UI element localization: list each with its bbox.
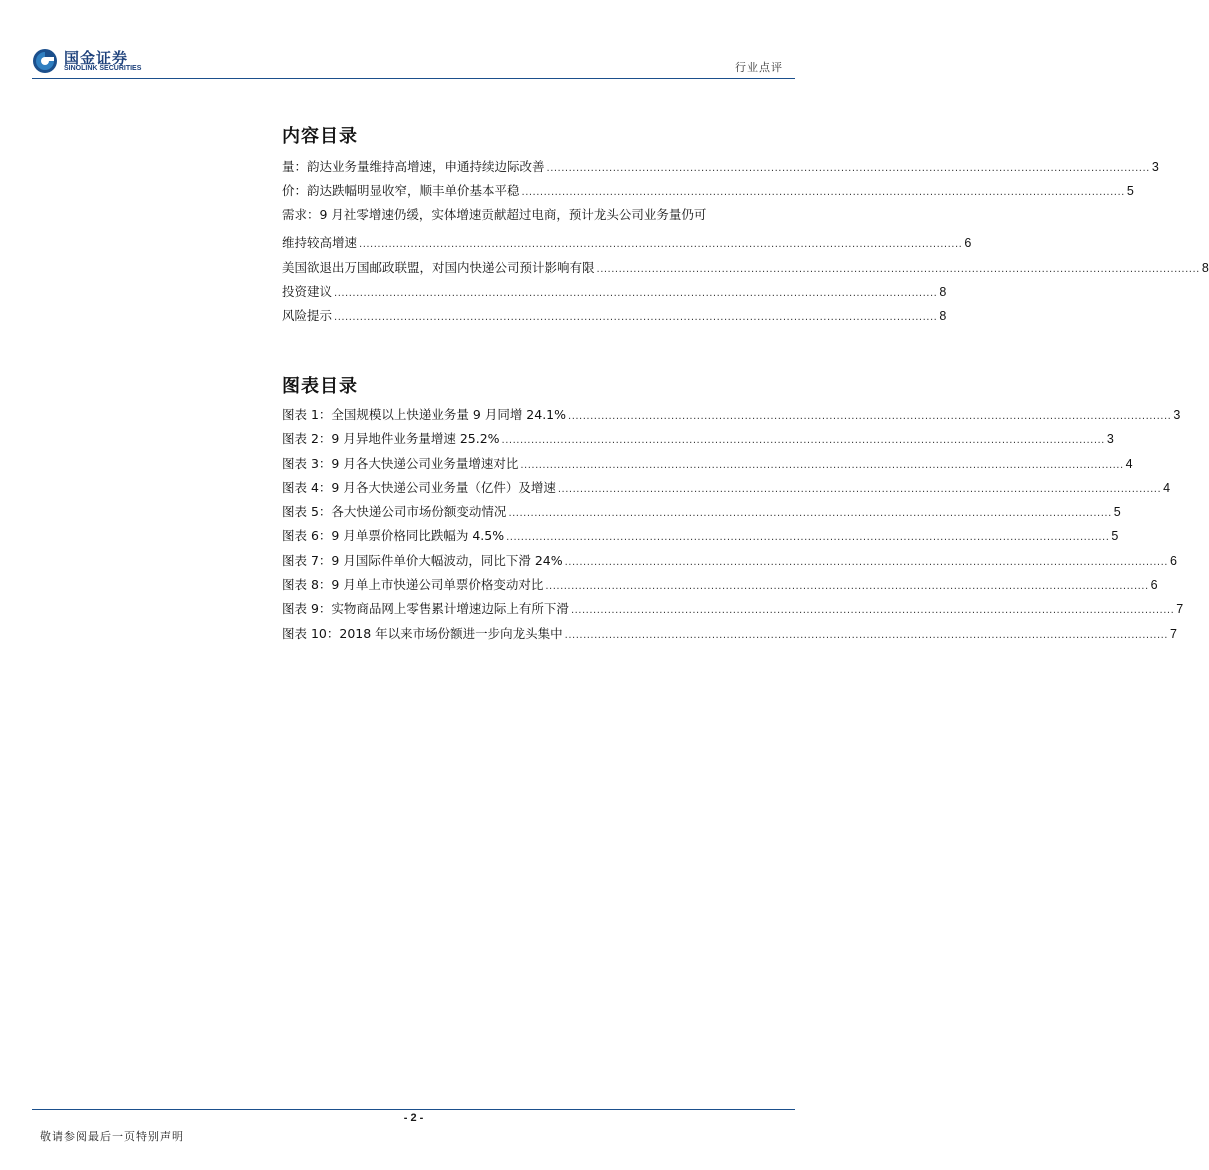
toc-entry[interactable] <box>282 157 1159 181</box>
toc-leader-dots: .................................................................................................................................................................... <box>570 605 1175 617</box>
toc-entry-page: 8 <box>939 308 947 323</box>
figure-entry-page: 5 <box>1111 529 1119 544</box>
figures-list <box>282 405 1184 648</box>
figures-title: 图表目录 <box>282 376 358 397</box>
figure-entry-page: 6 <box>1169 553 1177 568</box>
figure-entry[interactable] <box>282 551 1177 575</box>
toc-entry-page: 8 <box>939 284 947 299</box>
figure-entry-page: 7 <box>1176 602 1184 617</box>
figure-entry[interactable] <box>282 599 1184 623</box>
logo-chinese-name: 国金证券 <box>64 49 129 67</box>
figure-entry-page: 7 <box>1169 626 1177 641</box>
figure-entry[interactable] <box>282 526 1119 550</box>
toc-entry[interactable] <box>282 205 784 233</box>
toc-entry[interactable] <box>282 181 1134 205</box>
toc-leader-dots: .................................................................................................................................................................... <box>520 459 1124 471</box>
toc-leader-dots: .................................................................................................................................................................... <box>557 483 1162 495</box>
disclaimer-note: 敬请参阅最后一页特别声明 <box>40 1130 184 1143</box>
sinolink-logo-icon <box>32 48 58 74</box>
figure-entry[interactable] <box>282 429 1114 453</box>
figure-entry[interactable] <box>282 624 1177 648</box>
toc-entry[interactable] <box>282 282 947 306</box>
toc-leader-dots: .................................................................................................................................................................... <box>521 187 1125 199</box>
contents-list <box>282 157 1209 330</box>
figure-entry[interactable] <box>282 454 1133 478</box>
footer-divider <box>32 1109 795 1110</box>
figure-entry[interactable] <box>282 478 1171 502</box>
figure-entry-page: 3 <box>1106 432 1114 447</box>
toc-entry[interactable] <box>282 258 1209 282</box>
toc-entry-text: 风险提示 <box>282 307 333 323</box>
logo-english-name: SINOLINK SECURITIES <box>64 65 142 72</box>
figure-entry-text: 图表 3：9 月各大快递公司业务量增速对比 <box>282 455 519 471</box>
figure-entry-page: 6 <box>1150 578 1158 593</box>
toc-entry-text: 投资建议 <box>282 283 333 299</box>
figure-entry-text: 图表 4：9 月各大快递公司业务量（亿件）及增速 <box>282 479 556 495</box>
page-header <box>32 44 795 80</box>
toc-entry-page: 6 <box>964 236 972 251</box>
toc-leader-dots: .................................................................................................................................................................... <box>501 435 1105 447</box>
figure-entry-text: 图表 5：各大快递公司市场份额变动情况 <box>282 504 507 520</box>
toc-leader-dots: .................................................................................................................................................................... <box>506 532 1110 544</box>
toc-entry[interactable] <box>282 306 947 330</box>
toc-entry-continued[interactable] <box>282 233 972 257</box>
company-logo <box>32 44 162 78</box>
figure-entry[interactable] <box>282 405 1181 429</box>
page-number: - 2 - <box>403 1112 424 1124</box>
figure-entry-text: 图表 10：2018 年以来市场份额进一步向龙头集中 <box>282 625 563 641</box>
figure-entry-text: 图表 6：9 月单票价格同比跌幅为 4.5% <box>282 528 505 544</box>
toc-leader-dots: .................................................................................................................................................................... <box>596 263 1200 275</box>
toc-entry-page: 8 <box>1201 260 1209 275</box>
figure-entry-page: 5 <box>1113 505 1121 520</box>
toc-entry-page: 3 <box>1151 160 1159 174</box>
figure-entry-text: 图表 8：9 月单上市快递公司单票价格变动对比 <box>282 577 544 593</box>
toc-entry-text: 价：韵达跌幅明显收窄，顺丰单价基本平稳 <box>282 183 520 199</box>
toc-leader-dots: .................................................................................................................................................................... <box>508 508 1112 520</box>
toc-entry-text: 维持较高增速 <box>282 235 358 251</box>
toc-entry-text: 量：韵达业务量维持高增速，申通持续边际改善 <box>282 159 545 174</box>
toc-leader-dots: .................................................................................................................................................................... <box>545 581 1149 593</box>
figure-entry-page: 4 <box>1163 480 1171 495</box>
figure-entry[interactable] <box>282 502 1121 526</box>
figure-entry-text: 图表 2：9 月异地件业务量增速 25.2% <box>282 431 500 447</box>
toc-entry-text: 美国欲退出万国邮政联盟，对国内快递公司预计影响有限 <box>282 259 595 275</box>
figure-entry-text: 图表 9：实物商品网上零售累计增速边际上有所下滑 <box>282 601 569 617</box>
toc-leader-dots: .................................................................................................................................................................... <box>568 411 1172 422</box>
toc-entry-page: 5 <box>1126 184 1134 199</box>
contents-title: 内容目录 <box>282 126 358 147</box>
figure-entry-page: 4 <box>1125 456 1133 471</box>
figure-entry-text: 图表 1：全国规模以上快递业务量 9 月同增 24.1% <box>282 407 567 422</box>
toc-leader-dots: .................................................................................................................................................................... <box>564 629 1168 641</box>
toc-leader-dots: .................................................................................................................................................................... <box>546 163 1150 174</box>
document-type-label: 行业点评 <box>735 61 783 74</box>
toc-leader-dots: .................................................................................................................................................................... <box>334 311 938 323</box>
toc-leader-dots: .................................................................................................................................................................... <box>359 239 963 251</box>
figure-entry-text: 图表 7：9 月国际件单价大幅波动，同比下滑 24% <box>282 552 563 568</box>
toc-leader-dots: .................................................................................................................................................................... <box>564 556 1168 568</box>
toc-leader-dots: .................................................................................................................................................................... <box>334 287 938 299</box>
header-divider <box>32 78 795 79</box>
toc-entry-text: 需求：9 月社零增速仍缓，实体增速贡献超过电商，预计龙头公司业务量仍可 <box>282 207 707 223</box>
figure-entry[interactable] <box>282 575 1158 599</box>
figure-entry-page: 3 <box>1173 408 1181 422</box>
